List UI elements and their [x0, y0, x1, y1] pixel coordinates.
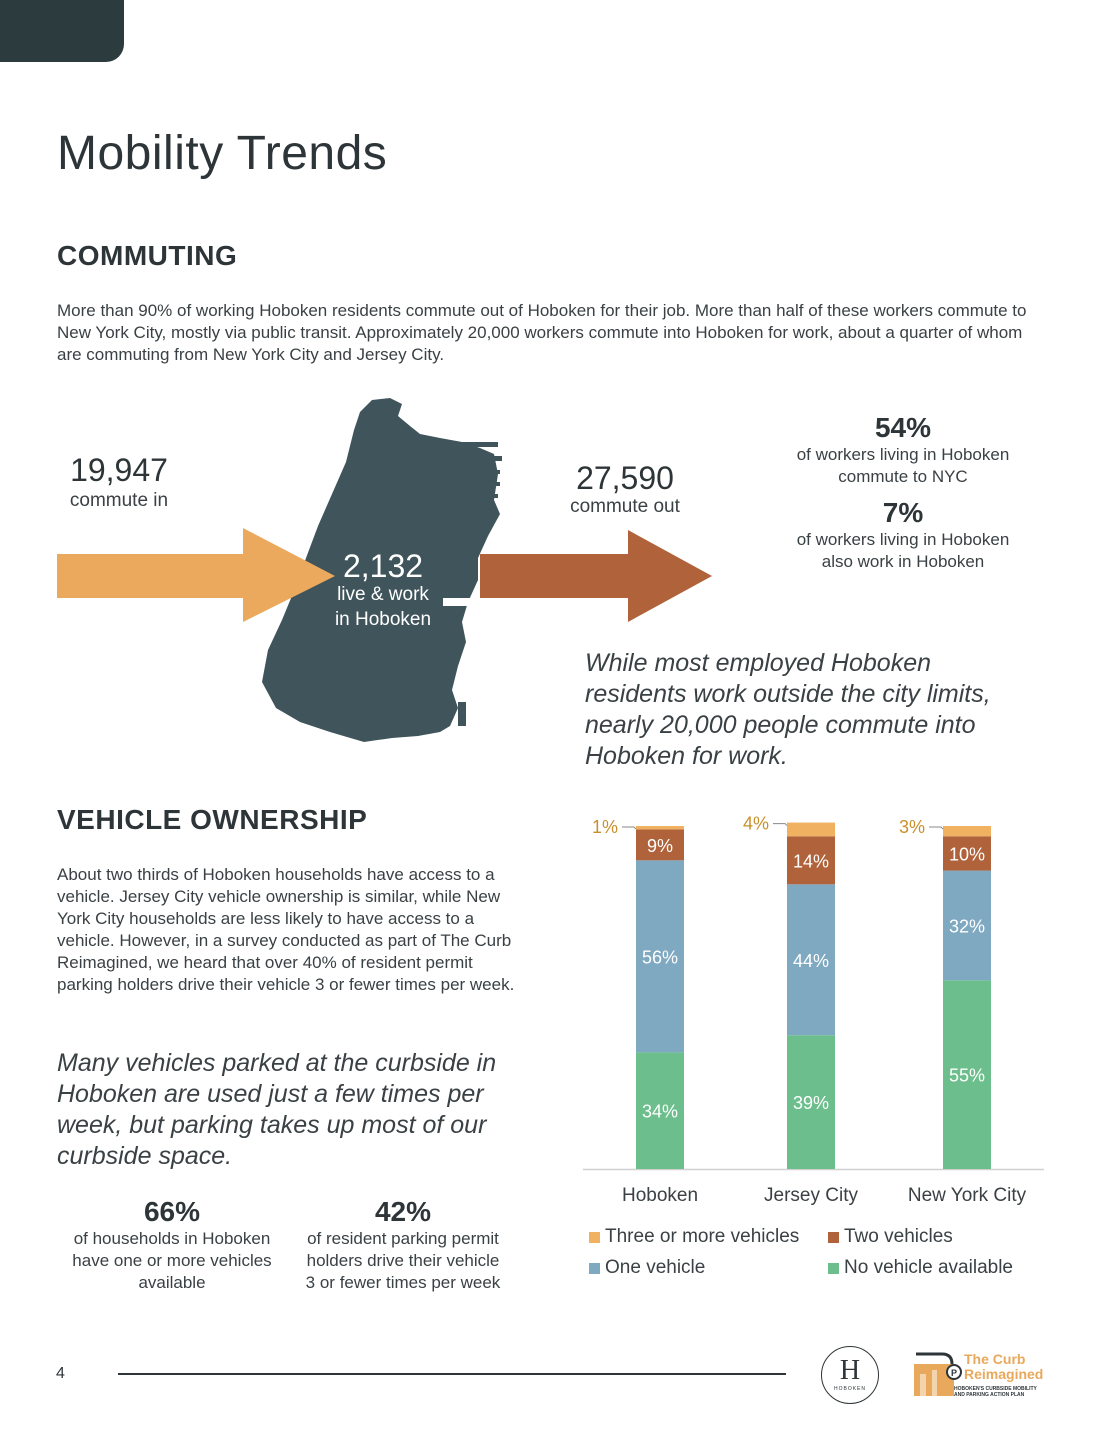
data-label-jersey-city-no-vehicle-available: 39% [792, 1093, 830, 1114]
leader-line-hoboken [622, 827, 636, 829]
commute-in-value: 19,947 [70, 452, 168, 488]
bar-jersey-city-three-or-more-vehicles [787, 823, 835, 837]
vehicle-ownership-heading: VEHICLE OWNERSHIP [57, 804, 368, 835]
households-vehicle-desc-1: of households in Hoboken [73, 1229, 271, 1248]
data-label-new-york-city-three-or-more-vehicles: 3% [899, 817, 926, 837]
page-title: Mobility Trends [57, 127, 388, 180]
leader-line-jersey-city [773, 824, 787, 826]
live-work-value: 2,132 [342, 548, 424, 584]
legend-item-two [828, 1226, 953, 1248]
work-in-hoboken-desc-1: of workers living in Hoboken [796, 530, 1010, 549]
permit-drive-desc-3: 3 or fewer times per week [305, 1273, 501, 1292]
legend-swatch-three [589, 1232, 600, 1243]
hoboken-logo-sub: HOBOKEN [833, 1386, 866, 1392]
data-label-hoboken-three-or-more-vehicles: 1% [592, 817, 619, 837]
curb-sub-2: AND PARKING ACTION PLAN [954, 1392, 1025, 1398]
outflow-arrow [480, 530, 712, 622]
curb-title-1: The Curb [964, 1351, 1026, 1367]
curb-title-2: Reimagined [964, 1366, 1044, 1382]
svg-text:P: P [950, 1368, 958, 1378]
leader-line-new-york-city [929, 827, 943, 829]
commute-out-label: commute out [570, 496, 680, 517]
permit-drive-desc-2: holders drive their vehicle [306, 1251, 500, 1270]
data-label-hoboken-one-vehicle: 56% [641, 947, 679, 968]
bar-new-york-city-three-or-more-vehicles [943, 826, 991, 836]
nyc-commute-desc-2: commute to NYC [838, 467, 968, 486]
data-label-new-york-city-two-vehicles: 10% [948, 844, 986, 865]
live-work-label-2: in Hoboken [334, 609, 432, 630]
nyc-commute-desc-1: of workers living in Hoboken [796, 445, 1010, 464]
vehicle-ownership-chart [570, 810, 1060, 1210]
curb-sub-1: HOBOKEN'S CURBSIDE MOBILITY [954, 1386, 1037, 1392]
corner-tab [0, 0, 124, 62]
permit-drive-desc-1: of resident parking permit [307, 1229, 499, 1248]
footer-divider [118, 1373, 786, 1375]
commute-in-label: commute in [69, 490, 169, 511]
legend-label-one: One vehicle [605, 1257, 706, 1278]
legend-item-one [589, 1257, 705, 1279]
legend-item-three [589, 1226, 799, 1248]
legend-label-three: Three or more vehicles [605, 1226, 800, 1247]
commuting-body: More than 90% of working Hoboken residents commute out of Hoboken for their job. More than half of these workers commute to New York City, mostly via public transit. Approximately 20,000 workers commute into Hoboken for work, about a quarter of whom are commuting from New York City and Jersey City. [57, 301, 1027, 364]
category-label-jersey-city: Jersey City [764, 1185, 858, 1206]
live-work-label-1: live & work [337, 584, 429, 605]
households-vehicle-desc-2: have one or more vehicles [72, 1251, 272, 1270]
legend-swatch-none [828, 1263, 839, 1274]
category-label-new-york-city: New York City [907, 1185, 1027, 1206]
work-in-hoboken-pct: 7% [882, 497, 924, 528]
legend-label-two: Two vehicles [844, 1226, 953, 1247]
hoboken-logo-letter: H [839, 1355, 861, 1386]
commuting-quote: While most employed Hoboken residents work outside the city limits, nearly 20,000 people commute into Hoboken for work. [585, 649, 991, 770]
data-label-new-york-city-no-vehicle-available: 55% [948, 1065, 986, 1086]
data-label-hoboken-no-vehicle-available: 34% [641, 1101, 679, 1122]
data-label-new-york-city-one-vehicle: 32% [948, 916, 986, 937]
commute-out-value: 27,590 [576, 460, 674, 496]
permit-drive-pct: 42% [374, 1196, 432, 1227]
legend-item-none [828, 1257, 1013, 1279]
data-label-hoboken-two-vehicles: 9% [646, 835, 674, 856]
data-label-jersey-city-three-or-more-vehicles: 4% [743, 813, 770, 834]
curb-subtitle [954, 1386, 1037, 1398]
work-in-hoboken-desc-2: also work in Hoboken [821, 552, 985, 571]
vehicle-ownership-quote: Many vehicles parked at the curbside in Hoboken are used just a few times per week, but parking takes up most of our curbside space. [57, 1049, 497, 1170]
households-vehicle-pct: 66% [143, 1196, 201, 1227]
hoboken-logo [821, 1346, 879, 1404]
curb-reimagined-logo [912, 1350, 1052, 1400]
commuting-heading: COMMUTING [57, 240, 238, 271]
vehicle-ownership-body: About two thirds of Hoboken households have access to a vehicle. Jersey City vehicle ownership is similar, while New York City households are less likely to have access to a vehicle. However, in a survey conducted as part of The Curb Reimagined, we heard that over 40% of resident permit parking holders drive their vehicle 3 or fewer times per week. [57, 865, 515, 994]
legend-label-none: No vehicle available [844, 1257, 1013, 1278]
households-vehicle-desc-3: available [138, 1273, 206, 1292]
data-label-jersey-city-two-vehicles: 14% [792, 851, 830, 872]
data-label-jersey-city-one-vehicle: 44% [792, 950, 830, 971]
category-label-hoboken: Hoboken [621, 1185, 699, 1206]
legend-swatch-two [828, 1232, 839, 1243]
curb-title [964, 1352, 1043, 1382]
bar-hoboken-three-or-more-vehicles [636, 826, 684, 829]
legend-swatch-one [589, 1263, 600, 1274]
page-number: 4 [56, 1365, 65, 1382]
nyc-commute-pct: 54% [874, 412, 932, 443]
